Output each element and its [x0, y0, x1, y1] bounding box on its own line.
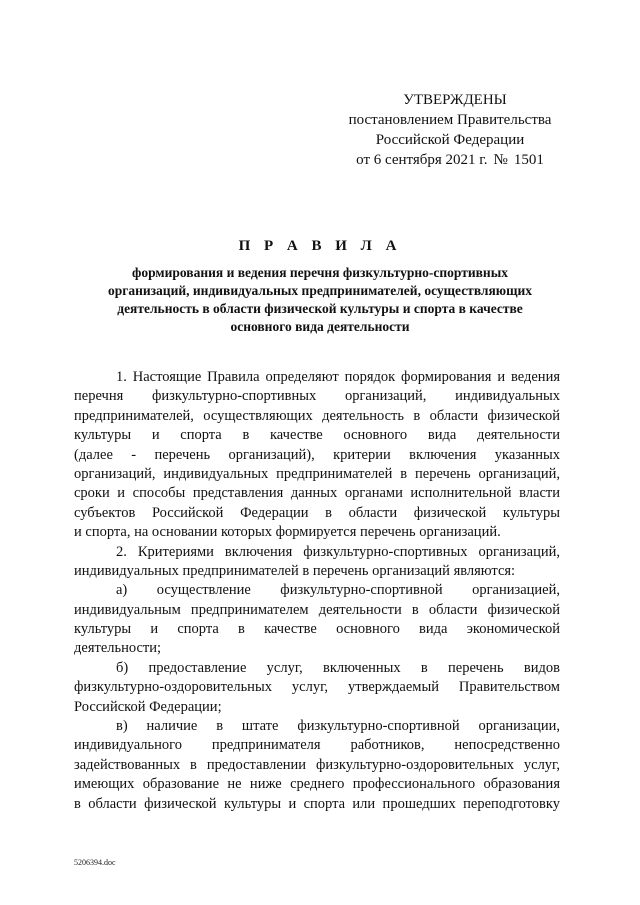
document-body	[74, 368, 560, 814]
body-line: (далее - перечень организаций), критерии включения указанных	[74, 446, 560, 463]
body-line: б) предоставление услуг, включенных в перечень видов	[116, 659, 560, 676]
subtitle-line: деятельность в области физической культуры и спорта в качестве	[117, 301, 523, 316]
body-line: задействованных в предоставлении физкультурно-оздоровительных услуг,	[74, 756, 560, 773]
subtitle-line: организаций, индивидуальных предпринимателей, осуществляющих	[107, 283, 533, 298]
approval-country: Российской Федерации	[375, 132, 525, 148]
body-line: 2. Критериями включения физкультурно-спортивных организаций,	[116, 543, 560, 560]
document-title: П Р А В И Л А	[238, 238, 402, 254]
approval-block	[330, 90, 570, 170]
approval-number: 1501	[513, 152, 544, 168]
number-sign: №	[493, 152, 508, 168]
body-line: субъектов Российской Федерации в области физической культуры	[74, 504, 560, 521]
document-subtitle	[80, 264, 560, 336]
body-line: Российской Федерации;	[74, 698, 222, 715]
approval-date: от 6 сентября 2021 г.	[356, 152, 488, 168]
subtitle-line: основного вида деятельности	[230, 319, 410, 334]
body-line: имеющих образование не ниже среднего профессионального образования	[74, 776, 560, 793]
body-line: культуры и спорта в качестве основного вида экономической	[74, 621, 560, 638]
approval-authority: постановлением Правительства	[348, 112, 552, 128]
body-line: индивидуальных предпринимателей в перечень организаций являются:	[74, 562, 516, 579]
body-line: культуры и спорта в качестве основного вида деятельности	[74, 427, 560, 444]
body-line: предпринимателей, осуществляющих деятельность в области физической	[74, 407, 560, 424]
body-line: индивидуальным предпринимателем деятельности в области физической	[74, 601, 560, 618]
subtitle-line: формирования и ведения перечня физкультурно-спортивных	[132, 265, 508, 280]
body-line: организаций, индивидуальных предпринимателей в перечень организаций,	[74, 465, 560, 482]
body-line: в) наличие в штате физкультурно-спортивной организации,	[116, 718, 560, 735]
body-line: а) осуществление физкультурно-спортивной организацией,	[116, 582, 560, 599]
body-line: и спорта, на основании которых формируется перечень организаций.	[74, 524, 501, 541]
body-line: деятельности;	[74, 640, 162, 657]
footer-filename: 5206394.doc	[74, 858, 116, 867]
body-line: перечня физкультурно-спортивных организаций, индивидуальных	[74, 388, 560, 405]
body-line: 1. Настоящие Правила определяют порядок формирования и ведения	[116, 369, 560, 385]
approval-date-line	[330, 150, 570, 170]
approval-heading: УТВЕРЖДЕНЫ	[403, 92, 507, 108]
body-line: сроки и способы представления данных органами исполнительной власти	[74, 485, 560, 502]
body-line: в области физической культуры и спорта или прошедших переподготовку	[74, 795, 560, 812]
body-line: физкультурно-оздоровительных услуг, утверждаемый Правительством	[74, 679, 560, 696]
body-line: индивидуального предпринимателя работников, непосредственно	[74, 737, 560, 754]
